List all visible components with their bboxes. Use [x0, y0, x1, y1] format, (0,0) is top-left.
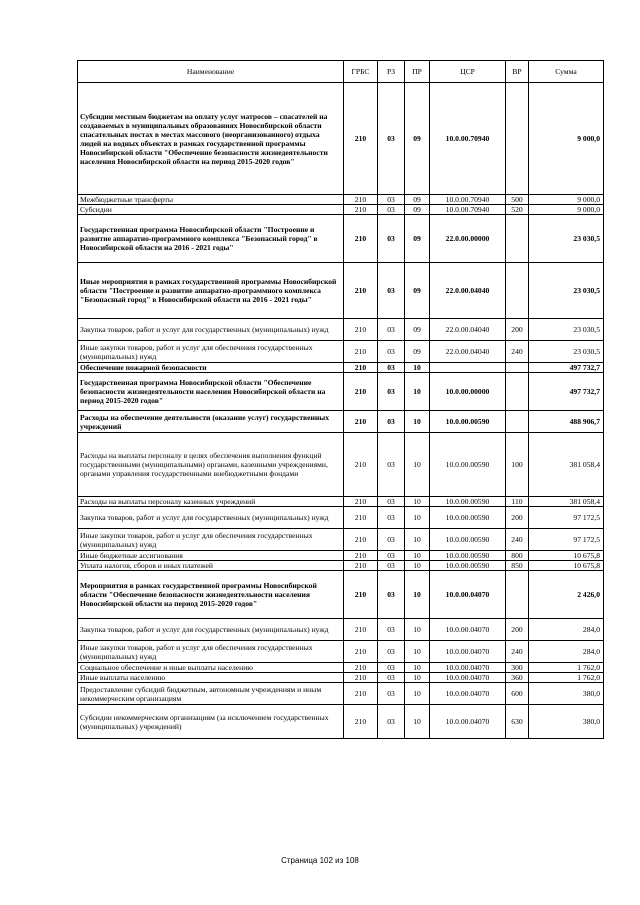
row-vr: 100	[506, 433, 529, 497]
table-row	[78, 373, 604, 411]
row-csr	[430, 363, 506, 373]
row-grbs: 210	[344, 619, 378, 641]
row-vr: 240	[506, 341, 529, 363]
row-vr: 300	[506, 663, 529, 673]
row-rz: 03	[378, 663, 405, 673]
row-pr: 09	[405, 83, 430, 195]
row-grbs: 210	[344, 641, 378, 663]
row-sum: 23 030,5	[529, 215, 604, 263]
row-sum: 381 058,4	[529, 433, 604, 497]
row-pr: 09	[405, 263, 430, 319]
budget-page	[77, 60, 603, 739]
row-csr: 22.0.00.04040	[430, 263, 506, 319]
row-sum: 1 762,0	[529, 673, 604, 683]
table-body	[78, 83, 604, 739]
row-name: Иные мероприятия в рамках государственной программы Новосибирской области "Построение и развитие аппаратно-программного комплекса "Безопасный город" в Новосибирской области на 2016 - 2021 годы"	[78, 263, 344, 319]
row-rz: 03	[378, 205, 405, 215]
row-name: Государственная программа Новосибирской области "Построение и развитие аппаратно-программного комплекса "Безопасный город" в Новосибирской области на 2016 - 2021 годы"	[78, 215, 344, 263]
row-rz: 03	[378, 561, 405, 571]
row-rz: 03	[378, 263, 405, 319]
row-grbs: 210	[344, 363, 378, 373]
header-name: Наименование	[78, 61, 344, 83]
row-grbs: 210	[344, 663, 378, 673]
row-name: Уплата налогов, сборов и иных платежей	[78, 561, 344, 571]
row-name: Межбюджетные трансферты	[78, 195, 344, 205]
row-pr: 10	[405, 683, 430, 705]
table-row	[78, 561, 604, 571]
table-row	[78, 571, 604, 619]
row-csr: 10.0.00.04070	[430, 673, 506, 683]
row-rz: 03	[378, 319, 405, 341]
row-sum: 380,0	[529, 683, 604, 705]
row-csr: 10.0.00.00590	[430, 529, 506, 551]
header-csr: ЦСР	[430, 61, 506, 83]
row-pr: 10	[405, 619, 430, 641]
row-vr: 110	[506, 497, 529, 507]
row-grbs: 210	[344, 561, 378, 571]
row-rz: 03	[378, 571, 405, 619]
row-sum: 23 030,5	[529, 319, 604, 341]
table-row	[78, 215, 604, 263]
row-rz: 03	[378, 83, 405, 195]
row-grbs: 210	[344, 529, 378, 551]
row-rz: 03	[378, 433, 405, 497]
table-row	[78, 705, 604, 739]
table-row	[78, 411, 604, 433]
row-vr	[506, 571, 529, 619]
row-name: Расходы на обеспечение деятельности (оказание услуг) государственных учреждений	[78, 411, 344, 433]
table-row	[78, 205, 604, 215]
row-csr: 10.0.00.70940	[430, 205, 506, 215]
row-csr: 10.0.00.00590	[430, 507, 506, 529]
row-vr: 630	[506, 705, 529, 739]
row-grbs: 210	[344, 683, 378, 705]
row-vr: 600	[506, 683, 529, 705]
row-csr: 22.0.00.04040	[430, 319, 506, 341]
row-grbs: 210	[344, 195, 378, 205]
row-grbs: 210	[344, 433, 378, 497]
row-grbs: 210	[344, 263, 378, 319]
row-name: Субсидии	[78, 205, 344, 215]
row-pr: 10	[405, 663, 430, 673]
row-vr	[506, 263, 529, 319]
row-name: Обеспечение пожарной безопасности	[78, 363, 344, 373]
row-vr: 360	[506, 673, 529, 683]
row-sum: 10 675,8	[529, 561, 604, 571]
row-csr: 10.0.00.04070	[430, 663, 506, 673]
row-csr: 10.0.00.00000	[430, 373, 506, 411]
table-row	[78, 663, 604, 673]
row-name: Субсидии местным бюджетам на оплату услуг матросов – спасателей на создаваемых в муниципальных образованиях Новосибирской области спасательных постах в местах массового (неорганизованного) отдыха людей на водных объектах в рамках государственной программы Новосибирской области "Обеспечение безопасности жизнедеятельности населения Новосибирской области на период 2015-2020 годов"	[78, 83, 344, 195]
row-rz: 03	[378, 507, 405, 529]
row-name: Субсидии некоммерческим организациям (за исключением государственных (муниципальных) учреждений)	[78, 705, 344, 739]
row-grbs: 210	[344, 341, 378, 363]
row-grbs: 210	[344, 83, 378, 195]
row-rz: 03	[378, 341, 405, 363]
row-grbs: 210	[344, 319, 378, 341]
row-csr: 10.0.00.04070	[430, 641, 506, 663]
row-pr: 10	[405, 507, 430, 529]
row-rz: 03	[378, 705, 405, 739]
row-csr: 10.0.00.00590	[430, 497, 506, 507]
row-rz: 03	[378, 215, 405, 263]
row-csr: 10.0.00.00590	[430, 551, 506, 561]
row-grbs: 210	[344, 551, 378, 561]
budget-table	[77, 60, 604, 739]
row-sum: 97 172,5	[529, 507, 604, 529]
row-pr: 09	[405, 319, 430, 341]
row-vr	[506, 363, 529, 373]
row-csr: 10.0.00.00590	[430, 561, 506, 571]
table-row	[78, 619, 604, 641]
row-name: Иные закупки товаров, работ и услуг для обеспечения государственных (муниципальных) нужд	[78, 641, 344, 663]
row-vr: 200	[506, 507, 529, 529]
row-vr	[506, 373, 529, 411]
row-name: Расходы на выплаты персоналу в целях обеспечения выполнения функций государственными (муниципальными) органами, казенными учреждениями, органами управления государственными внебюджетными фондами	[78, 433, 344, 497]
row-pr: 10	[405, 363, 430, 373]
row-grbs: 210	[344, 673, 378, 683]
table-row	[78, 195, 604, 205]
row-pr: 10	[405, 571, 430, 619]
row-name: Иные выплаты населению	[78, 673, 344, 683]
row-pr: 09	[405, 195, 430, 205]
row-sum: 497 732,7	[529, 373, 604, 411]
row-csr: 10.0.00.04070	[430, 619, 506, 641]
row-grbs: 210	[344, 497, 378, 507]
row-sum: 284,0	[529, 641, 604, 663]
row-sum: 2 426,0	[529, 571, 604, 619]
row-grbs: 210	[344, 205, 378, 215]
row-csr: 10.0.00.04070	[430, 683, 506, 705]
row-pr: 10	[405, 673, 430, 683]
row-grbs: 210	[344, 215, 378, 263]
header-pr: ПР	[405, 61, 430, 83]
row-sum: 23 030,5	[529, 263, 604, 319]
row-rz: 03	[378, 373, 405, 411]
row-rz: 03	[378, 619, 405, 641]
table-row	[78, 551, 604, 561]
row-vr: 240	[506, 529, 529, 551]
row-pr: 10	[405, 529, 430, 551]
row-vr	[506, 411, 529, 433]
row-vr: 520	[506, 205, 529, 215]
row-csr: 10.0.00.00590	[430, 411, 506, 433]
row-grbs: 210	[344, 705, 378, 739]
row-name: Иные закупки товаров, работ и услуг для обеспечения государственных (муниципальных) нужд	[78, 341, 344, 363]
row-sum: 23 030,5	[529, 341, 604, 363]
row-csr: 10.0.00.00590	[430, 433, 506, 497]
row-name: Закупка товаров, работ и услуг для государственных (муниципальных) нужд	[78, 319, 344, 341]
row-name: Закупка товаров, работ и услуг для государственных (муниципальных) нужд	[78, 619, 344, 641]
row-sum: 97 172,5	[529, 529, 604, 551]
row-name: Закупка товаров, работ и услуг для государственных (муниципальных) нужд	[78, 507, 344, 529]
row-rz: 03	[378, 363, 405, 373]
row-name: Мероприятия в рамках государственной программы Новосибирской области "Обеспечение безопасности жизнедеятельности населения Новосибирской области на период 2015-2020 годов"	[78, 571, 344, 619]
row-rz: 03	[378, 411, 405, 433]
row-pr: 10	[405, 497, 430, 507]
row-pr: 10	[405, 641, 430, 663]
row-sum: 284,0	[529, 619, 604, 641]
row-rz: 03	[378, 641, 405, 663]
table-row	[78, 341, 604, 363]
table-row	[78, 641, 604, 663]
row-pr: 10	[405, 373, 430, 411]
row-pr: 10	[405, 433, 430, 497]
row-pr: 10	[405, 561, 430, 571]
row-sum: 1 762,0	[529, 663, 604, 673]
row-rz: 03	[378, 551, 405, 561]
row-pr: 09	[405, 205, 430, 215]
row-vr	[506, 215, 529, 263]
row-sum: 9 000,0	[529, 83, 604, 195]
row-vr: 240	[506, 641, 529, 663]
row-vr: 200	[506, 619, 529, 641]
table-row	[78, 319, 604, 341]
row-grbs: 210	[344, 571, 378, 619]
header-rz: РЗ	[378, 61, 405, 83]
row-name: Иные бюджетные ассигнования	[78, 551, 344, 561]
row-sum: 10 675,8	[529, 551, 604, 561]
header-grbs: ГРБС	[344, 61, 378, 83]
row-csr: 22.0.00.04040	[430, 341, 506, 363]
row-name: Социальное обеспечение и иные выплаты населению	[78, 663, 344, 673]
table-row	[78, 83, 604, 195]
row-csr: 22.0.00.00000	[430, 215, 506, 263]
row-pr: 09	[405, 341, 430, 363]
row-name: Иные закупки товаров, работ и услуг для обеспечения государственных (муниципальных) нужд	[78, 529, 344, 551]
row-sum: 497 732,7	[529, 363, 604, 373]
row-csr: 10.0.00.04070	[430, 571, 506, 619]
row-csr: 10.0.00.04070	[430, 705, 506, 739]
table-row	[78, 263, 604, 319]
table-row	[78, 433, 604, 497]
row-name: Предоставление субсидий бюджетным, автономным учреждениям и иным некоммерческим организациям	[78, 683, 344, 705]
table-row	[78, 363, 604, 373]
row-vr: 800	[506, 551, 529, 561]
row-csr: 10.0.00.70940	[430, 83, 506, 195]
table-row	[78, 683, 604, 705]
row-sum: 381 058,4	[529, 497, 604, 507]
row-rz: 03	[378, 683, 405, 705]
row-sum: 488 906,7	[529, 411, 604, 433]
table-row	[78, 507, 604, 529]
row-rz: 03	[378, 195, 405, 205]
table-row	[78, 529, 604, 551]
table-row	[78, 497, 604, 507]
row-vr: 850	[506, 561, 529, 571]
header-vr: ВР	[506, 61, 529, 83]
header-sum: Сумма	[529, 61, 604, 83]
row-vr: 200	[506, 319, 529, 341]
row-pr: 10	[405, 411, 430, 433]
row-sum: 9 000,0	[529, 205, 604, 215]
row-sum: 9 000,0	[529, 195, 604, 205]
table-header-row	[78, 61, 604, 83]
row-rz: 03	[378, 497, 405, 507]
row-name: Расходы на выплаты персоналу казенных учреждений	[78, 497, 344, 507]
row-vr: 500	[506, 195, 529, 205]
row-pr: 09	[405, 215, 430, 263]
row-rz: 03	[378, 673, 405, 683]
row-grbs: 210	[344, 507, 378, 529]
row-pr: 10	[405, 705, 430, 739]
row-vr	[506, 83, 529, 195]
row-sum: 380,0	[529, 705, 604, 739]
table-row	[78, 673, 604, 683]
page-footer: Страница 102 из 108	[281, 856, 359, 865]
row-pr: 10	[405, 551, 430, 561]
row-grbs: 210	[344, 373, 378, 411]
row-grbs: 210	[344, 411, 378, 433]
row-name: Государственная программа Новосибирской области "Обеспечение безопасности жизнедеятельности населения Новосибирской области на период 2015-2020 годов"	[78, 373, 344, 411]
row-rz: 03	[378, 529, 405, 551]
row-csr: 10.0.00.70940	[430, 195, 506, 205]
